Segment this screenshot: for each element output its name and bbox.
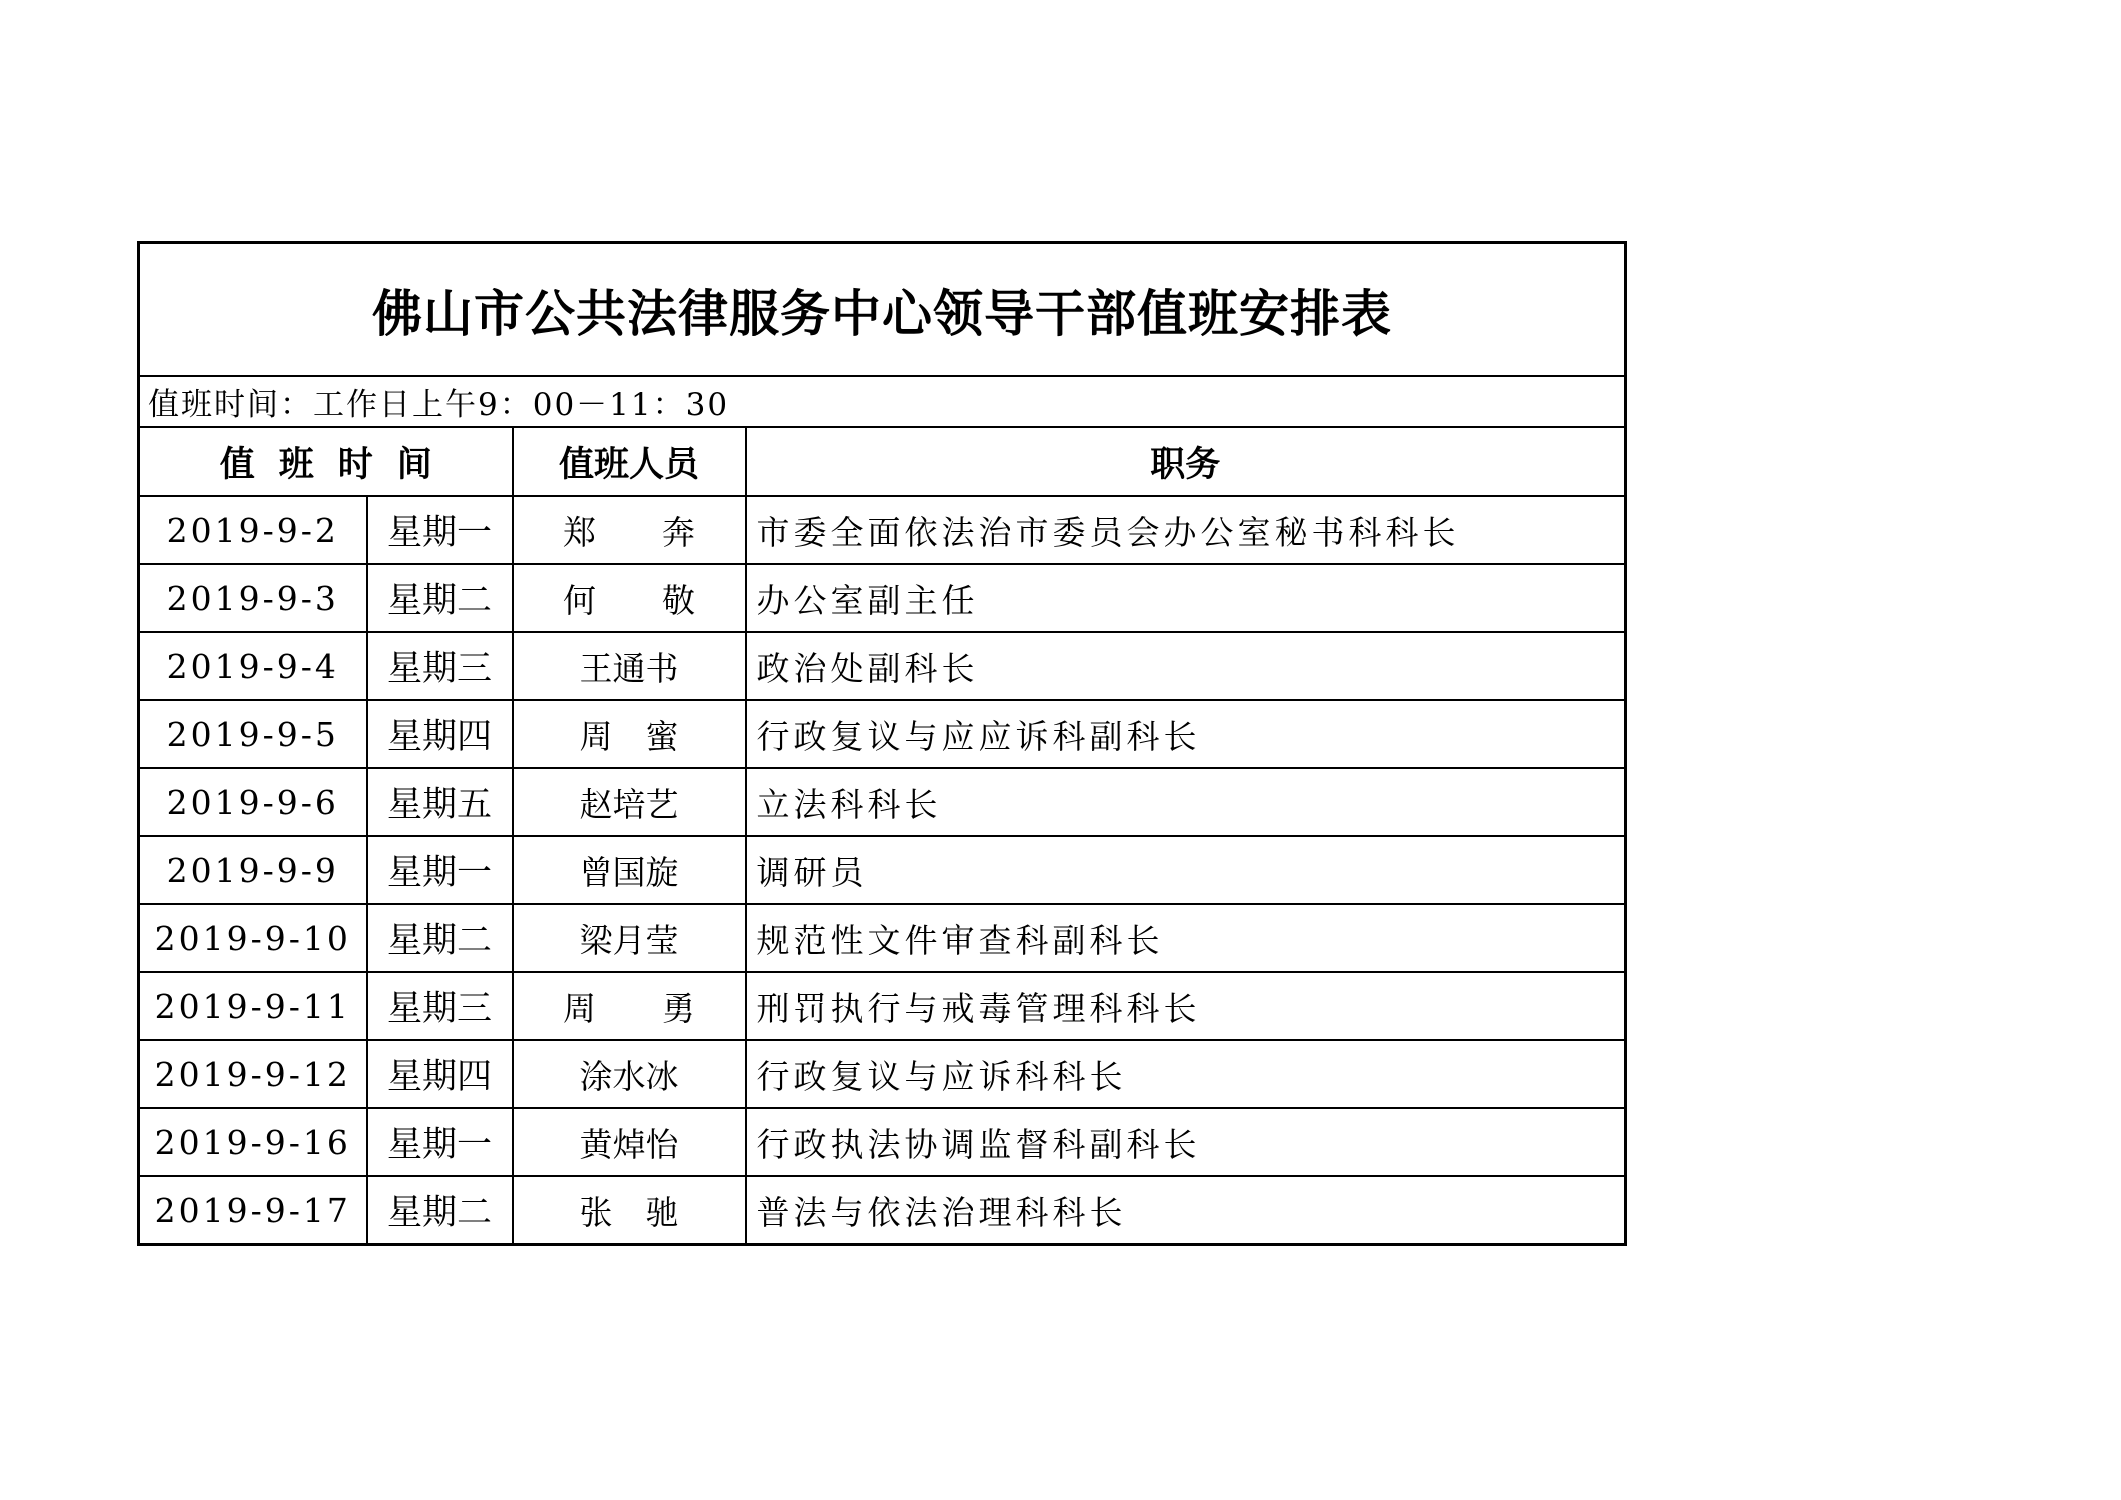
cell-name: 郑 奔 — [513, 496, 746, 564]
cell-weekday: 星期二 — [367, 564, 513, 632]
header-position: 职务 — [746, 427, 1626, 496]
cell-name: 周 勇 — [513, 972, 746, 1040]
cell-weekday: 星期三 — [367, 632, 513, 700]
cell-weekday: 星期四 — [367, 700, 513, 768]
table-row — [139, 1176, 1626, 1245]
cell-name: 何 敬 — [513, 564, 746, 632]
table-row — [139, 768, 1626, 836]
cell-name: 涂水冰 — [513, 1040, 746, 1108]
duty-schedule-table — [137, 241, 1627, 1246]
table-row — [139, 564, 1626, 632]
cell-weekday: 星期二 — [367, 904, 513, 972]
cell-position: 规范性文件审查科副科长 — [746, 904, 1626, 972]
table-header-row — [139, 427, 1626, 496]
cell-position: 普法与依法治理科科长 — [746, 1176, 1626, 1245]
cell-name: 梁月莹 — [513, 904, 746, 972]
cell-position: 立法科科长 — [746, 768, 1626, 836]
table-row — [139, 1108, 1626, 1176]
cell-weekday: 星期一 — [367, 496, 513, 564]
table-row — [139, 496, 1626, 564]
document-title: 佛山市公共法律服务中心领导干部值班安排表 — [139, 243, 1626, 377]
table-row — [139, 1040, 1626, 1108]
cell-name: 曾国旋 — [513, 836, 746, 904]
table-row — [139, 700, 1626, 768]
cell-name: 赵培艺 — [513, 768, 746, 836]
cell-date: 2019-9-16 — [139, 1108, 367, 1176]
cell-date: 2019-9-11 — [139, 972, 367, 1040]
cell-weekday: 星期三 — [367, 972, 513, 1040]
cell-weekday: 星期五 — [367, 768, 513, 836]
cell-date: 2019-9-4 — [139, 632, 367, 700]
cell-weekday: 星期一 — [367, 1108, 513, 1176]
cell-date: 2019-9-3 — [139, 564, 367, 632]
header-duty-person: 值班人员 — [513, 427, 746, 496]
cell-name: 王通书 — [513, 632, 746, 700]
cell-name: 周 蜜 — [513, 700, 746, 768]
cell-date: 2019-9-12 — [139, 1040, 367, 1108]
header-duty-time: 值班时间 — [139, 427, 513, 496]
cell-position: 刑罚执行与戒毒管理科科长 — [746, 972, 1626, 1040]
cell-position: 办公室副主任 — [746, 564, 1626, 632]
table-row — [139, 972, 1626, 1040]
cell-date: 2019-9-6 — [139, 768, 367, 836]
cell-position: 行政执法协调监督科副科长 — [746, 1108, 1626, 1176]
cell-date: 2019-9-10 — [139, 904, 367, 972]
cell-date: 2019-9-9 — [139, 836, 367, 904]
cell-position: 行政复议与应诉科科长 — [746, 1040, 1626, 1108]
cell-date: 2019-9-5 — [139, 700, 367, 768]
cell-name: 张 驰 — [513, 1176, 746, 1245]
cell-weekday: 星期一 — [367, 836, 513, 904]
cell-date: 2019-9-2 — [139, 496, 367, 564]
duty-time-note: 值班时间：工作日上午9：00－11：30 — [139, 376, 1626, 427]
cell-position: 市委全面依法治市委员会办公室秘书科科长 — [746, 496, 1626, 564]
cell-weekday: 星期二 — [367, 1176, 513, 1245]
cell-position: 行政复议与应应诉科副科长 — [746, 700, 1626, 768]
cell-position: 政治处副科长 — [746, 632, 1626, 700]
cell-name: 黄焯怡 — [513, 1108, 746, 1176]
table-row — [139, 904, 1626, 972]
table-row — [139, 836, 1626, 904]
cell-weekday: 星期四 — [367, 1040, 513, 1108]
cell-date: 2019-9-17 — [139, 1176, 367, 1245]
cell-position: 调研员 — [746, 836, 1626, 904]
table-row — [139, 632, 1626, 700]
